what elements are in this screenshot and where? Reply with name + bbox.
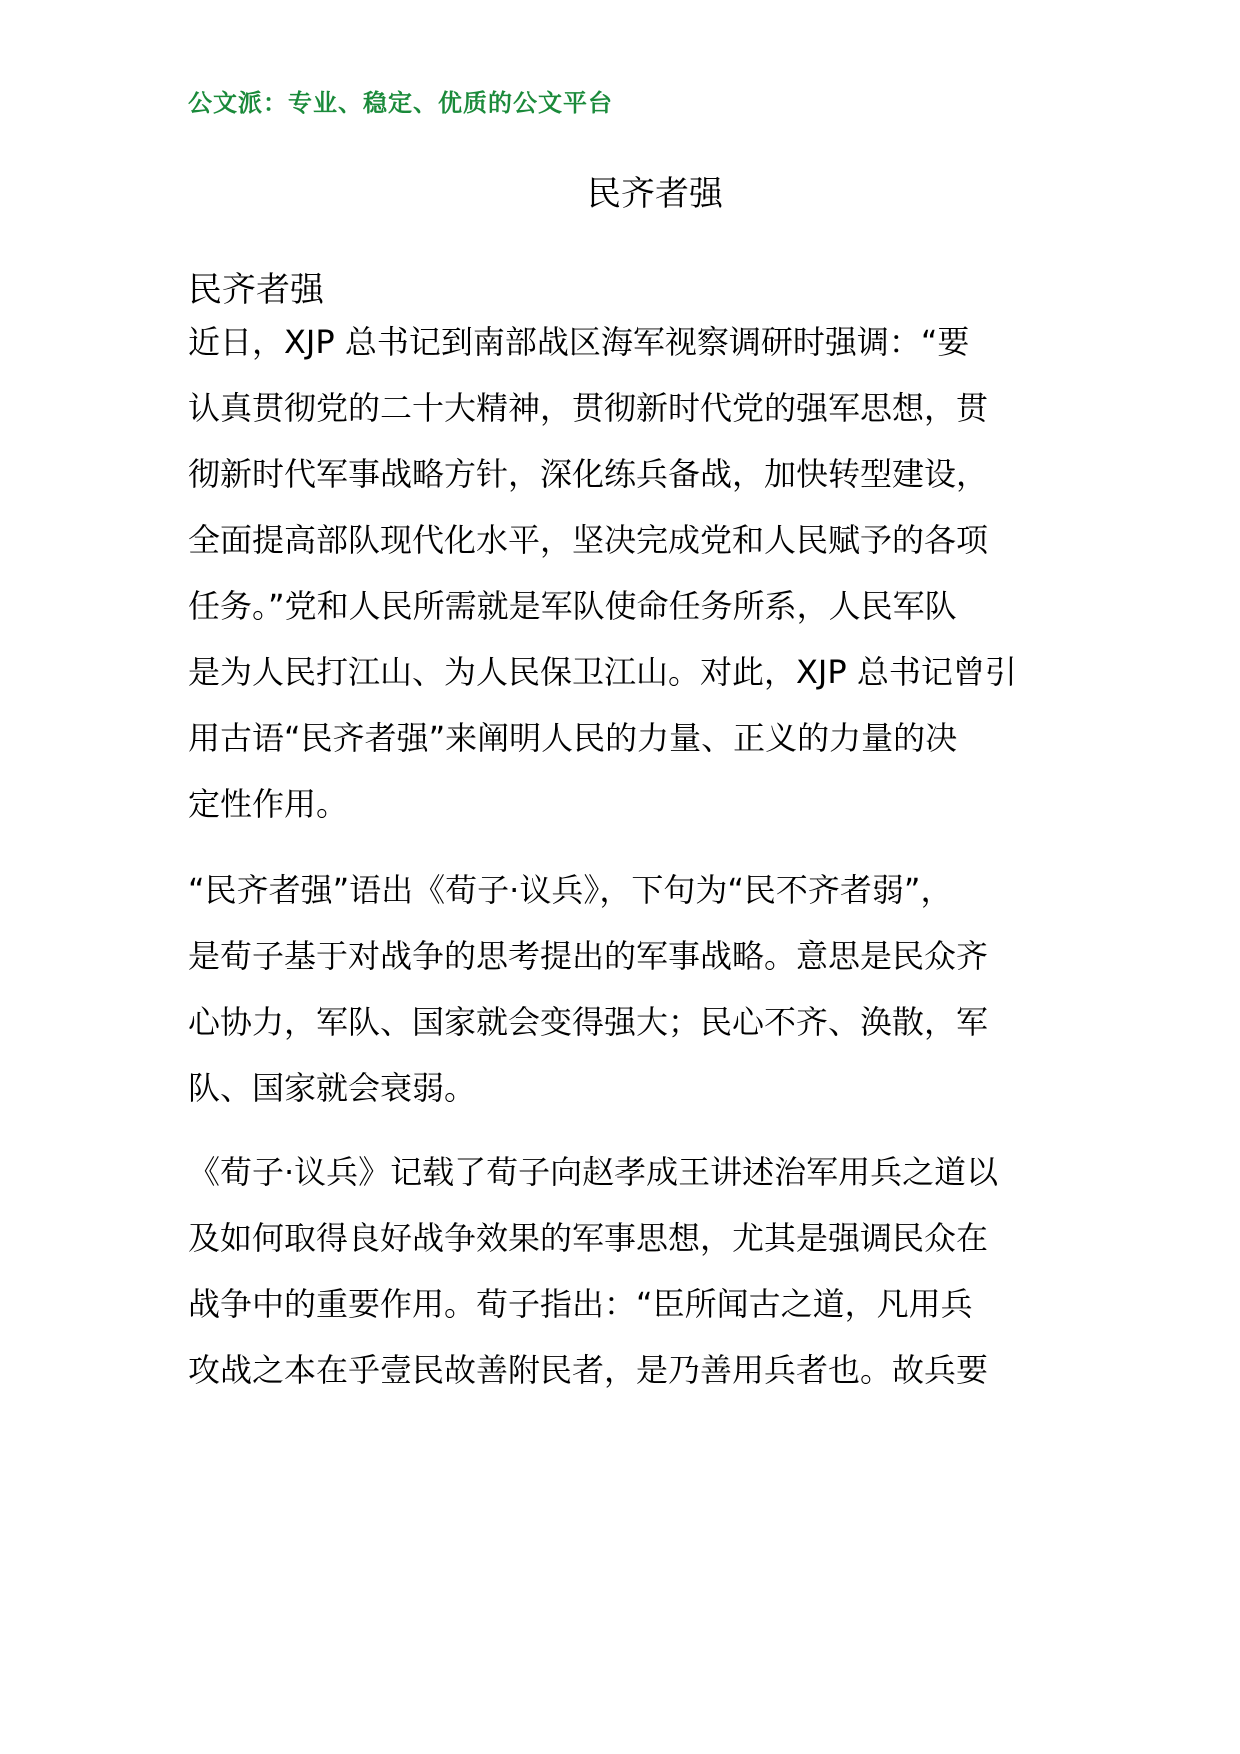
paragraph-line: 及如何取得良好战争效果的军事思想，尤其是强调民众在	[188, 1219, 989, 1257]
paragraph-line: 认真贯彻党的二十大精神，贯彻新时代党的强军思想，贯	[188, 389, 989, 427]
document-subtitle: 民齐者强	[188, 270, 324, 310]
paragraph-line: 战争中的重要作用。荀子指出：“臣所闻古之道，凡用兵	[188, 1285, 973, 1323]
paragraph-line: “民齐者强”语出《荀子·议兵》，下句为“民不齐者弱”，	[188, 871, 953, 909]
paragraph-line: 是荀子基于对战争的思考提出的军事战略。意思是民众齐	[188, 937, 989, 975]
paragraph-line: 任务。”党和人民所需就是军队使命任务所系，人民军队	[188, 587, 957, 625]
paragraph-line: 彻新时代军事战略方针，深化练兵备战，加快转型建设，	[188, 455, 989, 493]
paragraph-line: 定性作用。	[188, 785, 349, 823]
document-title: 民齐者强	[587, 174, 723, 214]
paragraph-line: 用古语“民齐者强”来阐明人民的力量、正义的力量的决	[188, 719, 958, 757]
paragraph-line: 队、国家就会衰弱。	[188, 1069, 477, 1107]
paragraph-line: 全面提高部队现代化水平，坚决完成党和人民赋予的各项	[188, 521, 989, 559]
paragraph-line: 是为人民打江山、为人民保卫江山。对此，XJP 总书记曾引	[188, 653, 1017, 691]
paragraph-line: 近日，XJP 总书记到南部战区海军视察调研时强调：“要	[188, 323, 970, 361]
paragraph-line: 攻战之本在乎壹民故善附民者，是乃善用兵者也。故兵要	[188, 1351, 989, 1389]
header-brand: 公文派：专业、稳定、优质的公文平台	[188, 89, 613, 117]
paragraph-line: 《荀子·议兵》记载了荀子向赵孝成王讲述治军用兵之道以	[188, 1153, 999, 1191]
paragraph-line: 心协力，军队、国家就会变得强大；民心不齐、涣散，军	[188, 1003, 989, 1041]
